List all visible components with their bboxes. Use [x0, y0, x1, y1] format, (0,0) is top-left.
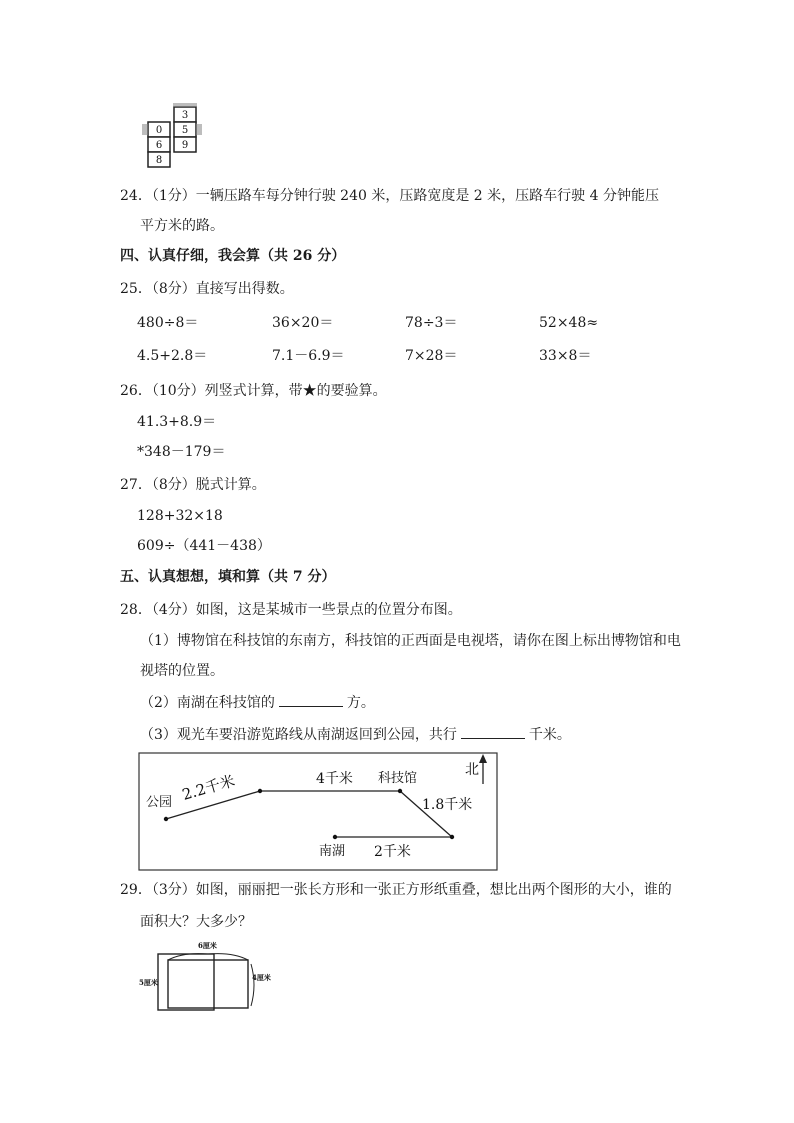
q25-item: 7×28＝ — [405, 348, 458, 364]
q29-line1: 29．（3分）如图，丽丽把一张长方形和一张正方形纸重叠，想比出两个图形的大小，谁的 — [120, 882, 672, 898]
south-lake-label: 南湖 — [319, 844, 346, 859]
cube-digit: 8 — [155, 155, 163, 166]
q28-part2-after: 方。 — [346, 695, 375, 711]
top-length-label: 6厘米 — [198, 941, 217, 950]
q25-title: 25．（8分）直接写出得数。 — [120, 281, 294, 297]
q26-item: 41.3+8.9＝ — [137, 414, 217, 430]
q27-title: 27．（8分）脱式计算。 — [120, 477, 266, 493]
q25-item: 33×8＝ — [539, 348, 592, 364]
q28-part1-line1: （1）博物馆在科技馆的东南方，科技馆的正西面是电视塔，请你在图上标出博物馆和电 — [140, 633, 681, 649]
cube-digit: 3 — [181, 110, 189, 121]
cube-digit: 5 — [181, 125, 189, 136]
dist-right-label: 1.8千米 — [422, 797, 473, 813]
science-museum-point — [398, 789, 402, 793]
answer-blank[interactable] — [279, 692, 343, 707]
q28-part3-after: 千米。 — [528, 727, 571, 743]
rectangle-shape — [168, 960, 248, 1008]
q25-item: 4.5+2.8＝ — [137, 348, 208, 364]
q28-part2-before: （2）南湖在科技馆的 — [140, 695, 275, 711]
q24-line1: 24．（1分）一辆压路车每分钟行驶 240 米，压路宽度是 2 米，压路车行驶 4 分钟能压 — [120, 188, 659, 204]
q26-title: 26．（10分）列竖式计算，带★的要验算。 — [120, 383, 387, 399]
park-point — [164, 817, 168, 821]
q27-item: 128+32×18 — [137, 508, 223, 524]
left-length-label: 5厘米 — [139, 978, 158, 987]
overlap-figure — [138, 940, 278, 1020]
section-4-heading: 四、认真仔细，我会算（共 26 分） — [120, 248, 346, 264]
q25-item: 36×20＝ — [272, 315, 334, 331]
right-length-label: 4厘米 — [252, 973, 271, 982]
scenic-map — [138, 752, 498, 872]
q24-line2: 平方米的路。 — [140, 218, 224, 234]
q25-item: 480÷8＝ — [137, 315, 199, 331]
dist-park-label: 2.2千米 — [180, 771, 237, 804]
cube-digit: 9 — [181, 140, 189, 151]
cube-net-figure — [140, 100, 210, 170]
route-corner-point — [450, 835, 454, 839]
q25-item: 7.1－6.9＝ — [272, 348, 345, 364]
q27-item: 609÷（441－438） — [137, 538, 271, 554]
science-museum-label: 科技馆 — [378, 771, 418, 786]
q25-item: 78÷3＝ — [405, 315, 458, 331]
cube-digit: 6 — [155, 140, 163, 151]
park-label: 公园 — [146, 795, 173, 810]
q28-title: 28．（4分）如图，这是某城市一些景点的位置分布图。 — [120, 602, 462, 618]
south-lake-point — [333, 835, 337, 839]
cube-digit: 0 — [155, 125, 163, 136]
q26-item: *348－179＝ — [137, 444, 226, 460]
dist-bottom-label: 2千米 — [374, 844, 411, 860]
route-turn-point — [258, 789, 262, 793]
q28-part3 — [140, 724, 571, 745]
answer-blank[interactable] — [461, 724, 525, 739]
square-shape — [158, 954, 214, 1010]
q29-line2: 面积大？大多少？ — [140, 914, 252, 930]
q28-part3-before: （3）观光车要沿游览路线从南湖返回到公园，共行 — [140, 727, 457, 743]
q28-part2 — [140, 692, 375, 713]
section-5-heading: 五、认真想想，填和算（共 7 分） — [120, 569, 336, 585]
dist-top-label: 4千米 — [316, 771, 353, 787]
north-label: 北 — [465, 762, 479, 778]
q28-part1-line2: 视塔的位置。 — [140, 663, 224, 679]
q25-item: 52×48≈ — [539, 315, 599, 331]
